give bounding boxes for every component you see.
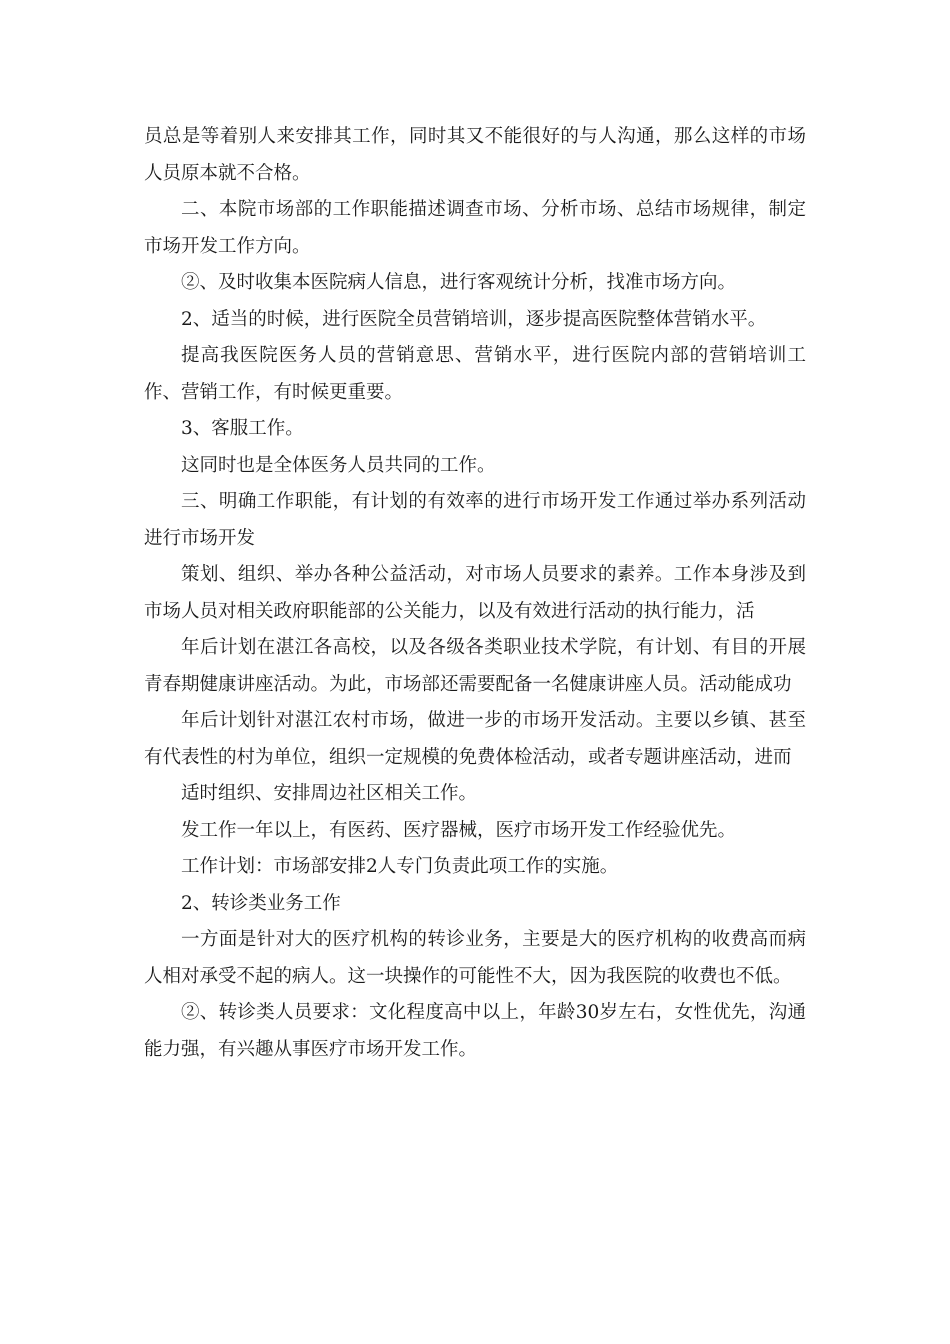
paragraph: 策划、组织、举办各种公益活动，对市场人员要求的素养。工作本身涉及到市场人员对相关政府职能部的公关能力，以及有效进行活动的执行能力，活: [144, 564, 806, 622]
paragraph: 年后计划针对湛江农村市场，做进一步的市场开发活动。主要以乡镇、甚至有代表性的村为单位，组织一定规模的免费体检活动，或者专题讲座活动，进而: [144, 710, 806, 768]
paragraph: 2、转诊类业务工作: [181, 892, 341, 914]
paragraph: 2、适当的时候，进行医院全员营销培训，逐步提高医院整体营销水平。: [181, 308, 767, 330]
paragraph: 年后计划在湛江各高校，以及各级各类职业技术学院，有计划、有目的开展青春期健康讲座活动。为此，市场部还需要配备一名健康讲座人员。活动能成功: [144, 637, 806, 695]
paragraph: 发工作一年以上，有医药、医疗器械，医疗市场开发工作经验优先。: [181, 819, 737, 841]
paragraph: 工作计划：市场部安排2人专门负责此项工作的实施。: [181, 856, 619, 877]
paragraph: 一方面是针对大的医疗机构的转诊业务，主要是大的医疗机构的收费高而病人相对承受不起的病人。这一块操作的可能性不大，因为我医院的收费也不低。: [144, 929, 806, 987]
document-body: [144, 119, 806, 1068]
paragraph: ②、及时收集本医院病人信息，进行客观统计分析，找准市场方向。: [181, 272, 737, 293]
paragraph: 员总是等着别人来安排其工作，同时其又不能很好的与人沟通，那么这样的市场人员原本就不合格。: [144, 126, 806, 184]
paragraph: 适时组织、安排周边社区相关工作。: [181, 783, 478, 804]
paragraph: ②、转诊类人员要求：文化程度高中以上，年龄30岁左右，女性优先，沟通能力强，有兴趣从事医疗市场开发工作。: [144, 1002, 806, 1060]
paragraph: 二、本院市场部的工作职能描述调查市场、分析市场、总结市场规律，制定市场开发工作方向。: [144, 199, 806, 257]
paragraph: 这同时也是全体医务人员共同的工作。: [181, 454, 496, 476]
paragraph: 三、明确工作职能，有计划的有效率的进行市场开发工作通过举办系列活动进行市场开发: [144, 491, 806, 549]
paragraph: 3、客服工作。: [181, 418, 304, 439]
paragraph: 提高我医院医务人员的营销意思、营销水平，进行医院内部的营销培训工作、营销工作，有时候更重要。: [144, 345, 806, 403]
